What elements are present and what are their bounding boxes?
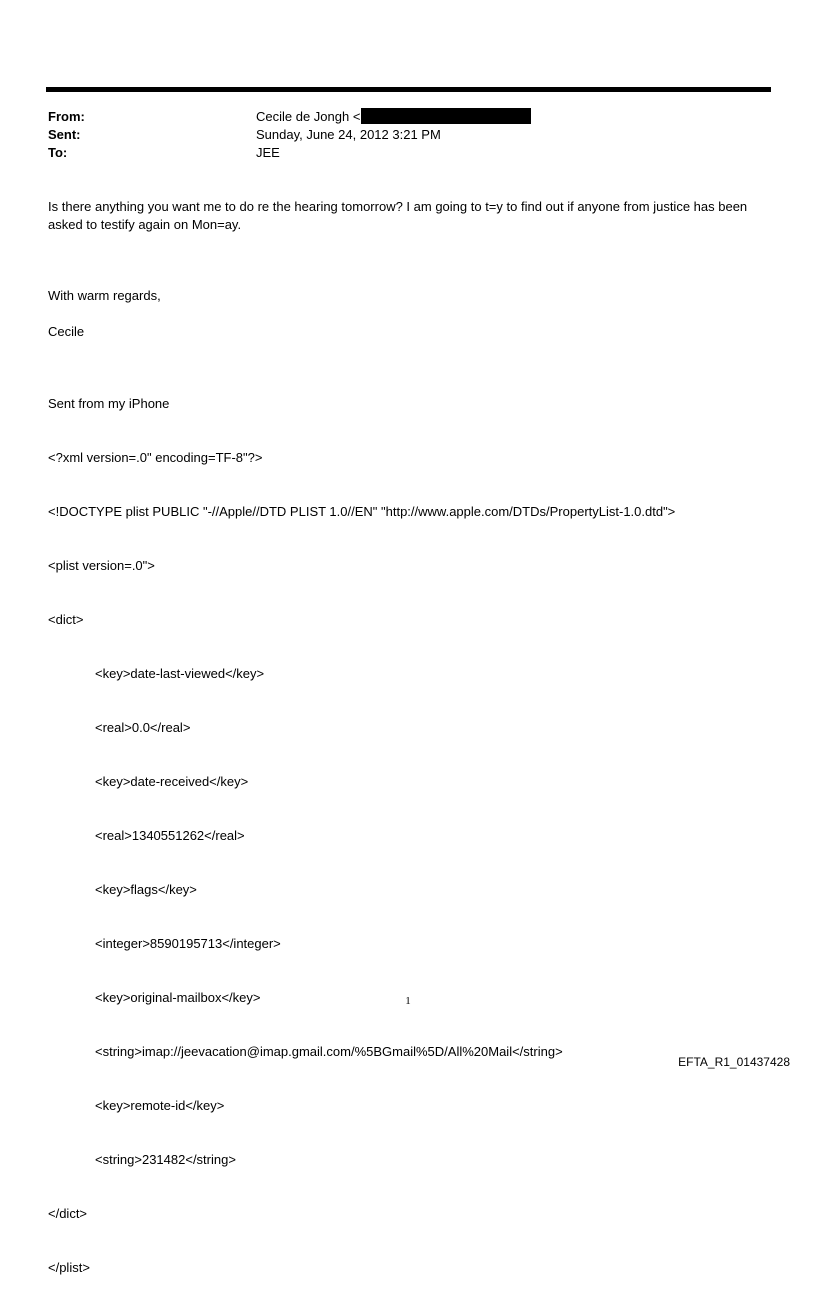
footer-line: </plist> xyxy=(48,1260,90,1275)
email-header xyxy=(48,108,531,162)
sent-value: Sunday, June 24, 2012 3:21 PM xyxy=(256,127,441,142)
to-label: To: xyxy=(48,145,68,160)
closing-regards: With warm regards, xyxy=(48,288,161,303)
to-value: JEE xyxy=(256,145,280,160)
document-id: EFTA_R1_01437428 xyxy=(678,1055,790,1069)
footer-line: <key>original-mailbox</key> xyxy=(95,990,261,1005)
footer-line: </dict> xyxy=(48,1206,88,1221)
redaction-block xyxy=(361,108,531,124)
from-row xyxy=(48,108,531,126)
footer-line: <dict> xyxy=(48,612,84,627)
message-paragraph: Is there anything you want me to do re the hearing tomorrow? I am going to t=y to find out if anyone from justice has been asked to testify again on Mon=ay. xyxy=(48,199,748,232)
footer-line: <real>0.0</real> xyxy=(95,720,191,735)
footer-line: <!DOCTYPE plist PUBLIC "-//Apple//DTD PLIST 1.0//EN" "http://www.apple.com/DTDs/PropertyList-1.0.dtd"> xyxy=(48,504,676,519)
footer-line: <string>231482</string> xyxy=(95,1152,236,1167)
sent-row xyxy=(48,126,531,144)
footer-line: <string>imap://jeevacation@imap.gmail.com/%5BGmail%5D/All%20Mail</string> xyxy=(95,1044,563,1059)
footer-line: <real>1340551262</real> xyxy=(95,828,245,843)
from-label: From: xyxy=(48,109,85,124)
sent-label: Sent: xyxy=(48,127,81,142)
footer-line: <plist version=.0"> xyxy=(48,558,155,573)
footer-line: <key>date-last-viewed</key> xyxy=(95,666,265,681)
footer-line: <?xml version=.0" encoding=TF-8"?> xyxy=(48,450,263,465)
to-row xyxy=(48,144,531,162)
footer-line: Sent from my iPhone xyxy=(48,396,170,411)
footer-line: <key>remote-id</key> xyxy=(95,1098,225,1113)
plist-footer xyxy=(48,359,675,1295)
header-rule xyxy=(46,87,771,92)
footer-line: <key>flags</key> xyxy=(95,882,197,897)
from-name: Cecile de Jongh < xyxy=(256,109,361,124)
footer-line: <integer>8590195713</integer> xyxy=(95,936,281,951)
page-number: 1 xyxy=(405,995,411,1007)
from-value xyxy=(256,108,531,126)
footer-line: <key>date-received</key> xyxy=(95,774,249,789)
signature-name: Cecile xyxy=(48,324,85,339)
